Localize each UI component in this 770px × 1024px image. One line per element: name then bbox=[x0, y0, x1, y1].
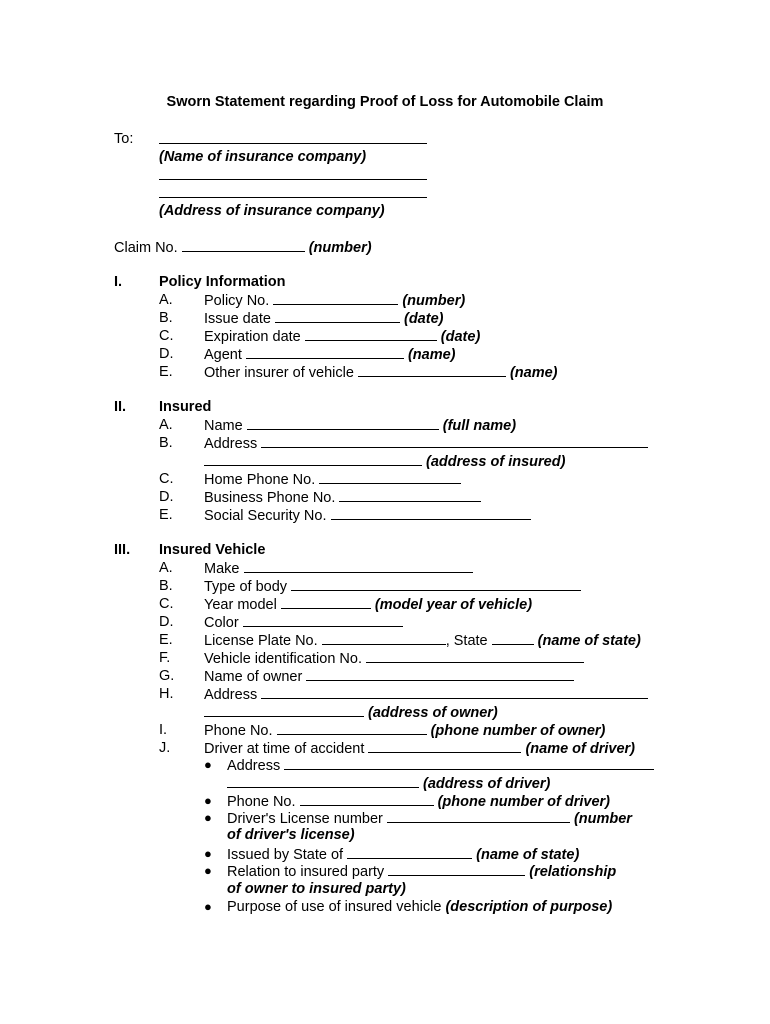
item-label: Vehicle identification No. bbox=[204, 651, 362, 667]
relation-line[interactable] bbox=[388, 862, 525, 876]
item-hint: (name of driver) bbox=[525, 741, 636, 757]
bullet-icon: ● bbox=[204, 899, 212, 914]
business-phone-line[interactable] bbox=[339, 488, 481, 502]
item-hint: (address of owner) bbox=[368, 705, 498, 721]
item-label: Policy No. bbox=[204, 293, 270, 309]
item-letter: E. bbox=[159, 632, 173, 648]
driver-license-row bbox=[227, 809, 632, 827]
item-letter: C. bbox=[159, 328, 174, 344]
item-letter: E. bbox=[159, 507, 173, 523]
bullet-icon: ● bbox=[204, 846, 212, 861]
expiration-date-row bbox=[204, 327, 480, 345]
item-hint: (description of purpose) bbox=[445, 899, 613, 915]
claim-number-line[interactable] bbox=[182, 238, 305, 252]
other-insurer-line[interactable] bbox=[358, 363, 506, 377]
item-hint: (address of insured) bbox=[426, 454, 566, 470]
item-label: Agent bbox=[204, 347, 242, 363]
owner-address-row bbox=[204, 685, 648, 703]
insured-address-line-1[interactable] bbox=[261, 434, 648, 448]
item-letter: C. bbox=[159, 596, 174, 612]
issued-state-row bbox=[227, 845, 579, 863]
item-label: , State bbox=[445, 633, 488, 649]
owner-name-row bbox=[204, 667, 574, 685]
owner-address-line-2[interactable] bbox=[204, 703, 364, 717]
claim-number-label: Claim No. bbox=[114, 240, 178, 256]
make-row bbox=[204, 559, 473, 577]
item-label: Issue date bbox=[204, 311, 271, 327]
owner-phone-line[interactable] bbox=[277, 721, 427, 735]
item-label: Color bbox=[204, 615, 239, 631]
bullet-icon: ● bbox=[204, 810, 212, 825]
item-hint: (phone number of driver) bbox=[437, 794, 610, 810]
item-hint: (number) bbox=[402, 293, 466, 309]
item-letter: B. bbox=[159, 310, 173, 326]
item-label: Relation to insured party bbox=[227, 864, 385, 880]
driver-phone-row bbox=[227, 792, 610, 810]
item-label: Expiration date bbox=[204, 329, 301, 345]
section-3-title: Insured Vehicle bbox=[159, 542, 266, 558]
document-title: Sworn Statement regarding Proof of Loss for Automobile Claim bbox=[166, 94, 604, 110]
item-label: Address bbox=[204, 687, 258, 703]
agent-row bbox=[204, 345, 456, 363]
vin-row bbox=[204, 649, 584, 667]
to-label: To: bbox=[114, 131, 134, 147]
driver-name-line[interactable] bbox=[368, 739, 521, 753]
driver-license-hint-cont: of driver's license) bbox=[227, 827, 355, 843]
section-1-number: I. bbox=[114, 274, 123, 290]
item-label: Business Phone No. bbox=[204, 490, 336, 506]
section-2-number: II. bbox=[114, 399, 127, 415]
item-hint: (name) bbox=[407, 347, 456, 363]
item-label: Make bbox=[204, 561, 240, 577]
relation-hint-cont: of owner to insured party) bbox=[227, 881, 406, 897]
owner-phone-row bbox=[204, 721, 605, 739]
item-letter: F. bbox=[159, 650, 171, 666]
item-label: License Plate No. bbox=[204, 633, 318, 649]
policy-number-line[interactable] bbox=[273, 291, 398, 305]
owner-address-line-1[interactable] bbox=[261, 685, 648, 699]
business-phone-row bbox=[204, 488, 481, 506]
item-hint: (name of state) bbox=[476, 847, 580, 863]
item-hint: (full name) bbox=[442, 418, 517, 434]
driver-address-row bbox=[227, 756, 654, 774]
insured-address-line-2[interactable] bbox=[204, 452, 422, 466]
item-label: Address bbox=[227, 758, 281, 774]
issued-state-line[interactable] bbox=[347, 845, 472, 859]
insured-name-line[interactable] bbox=[247, 416, 439, 430]
plate-state-line[interactable] bbox=[492, 631, 534, 645]
item-letter: H. bbox=[159, 686, 174, 702]
item-label: Driver at time of accident bbox=[204, 741, 365, 757]
item-letter: A. bbox=[159, 292, 173, 308]
license-plate-row bbox=[204, 631, 641, 649]
item-hint: (relationship bbox=[529, 864, 617, 880]
bullet-icon: ● bbox=[204, 863, 212, 878]
item-letter: B. bbox=[159, 435, 173, 451]
color-line[interactable] bbox=[243, 613, 403, 627]
agent-line[interactable] bbox=[246, 345, 404, 359]
item-letter: A. bbox=[159, 417, 173, 433]
item-letter: D. bbox=[159, 614, 174, 630]
insurer-address-line-1[interactable] bbox=[159, 166, 427, 184]
section-2-title: Insured bbox=[159, 399, 212, 415]
driver-address-line-2[interactable] bbox=[227, 774, 419, 788]
issue-date-line[interactable] bbox=[275, 309, 400, 323]
license-plate-line[interactable] bbox=[322, 631, 446, 645]
claim-number-hint: (number) bbox=[308, 240, 372, 256]
bullet-icon: ● bbox=[204, 793, 212, 808]
year-model-row bbox=[204, 595, 532, 613]
driver-address-line-1[interactable] bbox=[284, 756, 654, 770]
item-label: Social Security No. bbox=[204, 508, 327, 524]
item-label: Purpose of use of insured vehicle bbox=[227, 899, 442, 915]
item-hint: (name of state) bbox=[537, 633, 641, 649]
home-phone-line[interactable] bbox=[319, 470, 461, 484]
driver-address-row-2 bbox=[227, 774, 550, 792]
issue-date-row bbox=[204, 309, 443, 327]
insurer-name-line[interactable] bbox=[159, 130, 427, 148]
insurer-name-hint: (Name of insurance company) bbox=[159, 149, 367, 165]
item-letter: A. bbox=[159, 560, 173, 576]
item-label: Issued by State of bbox=[227, 847, 344, 863]
driver-phone-line[interactable] bbox=[300, 792, 434, 806]
item-hint: (phone number of owner) bbox=[430, 723, 606, 739]
owner-address-row-2 bbox=[204, 703, 498, 721]
item-letter: D. bbox=[159, 346, 174, 362]
ssn-row bbox=[204, 506, 531, 524]
other-insurer-row bbox=[204, 363, 558, 381]
insured-address-row-2 bbox=[204, 452, 565, 470]
section-1-title: Policy Information bbox=[159, 274, 286, 290]
item-letter: I. bbox=[159, 722, 168, 738]
insured-address-row bbox=[204, 434, 648, 452]
insurer-address-line-2[interactable] bbox=[159, 184, 427, 202]
item-letter: G. bbox=[159, 668, 175, 684]
item-label: Name bbox=[204, 418, 243, 434]
section-3-number: III. bbox=[114, 542, 131, 558]
expiration-date-line[interactable] bbox=[305, 327, 437, 341]
body-type-line[interactable] bbox=[291, 577, 581, 591]
item-hint: (model year of vehicle) bbox=[374, 597, 533, 613]
home-phone-row bbox=[204, 470, 461, 488]
driver-license-line[interactable] bbox=[387, 809, 570, 823]
ssn-line[interactable] bbox=[331, 506, 531, 520]
item-hint: (date) bbox=[403, 311, 444, 327]
item-letter: E. bbox=[159, 364, 173, 380]
item-letter: C. bbox=[159, 471, 174, 487]
item-letter: B. bbox=[159, 578, 173, 594]
bullet-icon: ● bbox=[204, 757, 212, 772]
insurer-address-hint: (Address of insurance company) bbox=[159, 203, 385, 219]
year-model-line[interactable] bbox=[281, 595, 371, 609]
item-hint: (number bbox=[573, 811, 632, 827]
item-label: Driver's License number bbox=[227, 811, 383, 827]
item-letter: D. bbox=[159, 489, 174, 505]
item-hint: (name) bbox=[509, 365, 558, 381]
item-label: Home Phone No. bbox=[204, 472, 316, 488]
vin-line[interactable] bbox=[366, 649, 584, 663]
policy-number-row bbox=[204, 291, 465, 309]
item-label: Other insurer of vehicle bbox=[204, 365, 354, 381]
claim-number-row bbox=[114, 238, 372, 256]
insured-name-row bbox=[204, 416, 516, 434]
item-letter: J. bbox=[159, 740, 171, 756]
color-row bbox=[204, 613, 403, 631]
relation-row bbox=[227, 862, 616, 880]
make-line[interactable] bbox=[244, 559, 473, 573]
body-type-row bbox=[204, 577, 581, 595]
item-label: Phone No. bbox=[204, 723, 273, 739]
item-hint: (date) bbox=[440, 329, 481, 345]
item-label: Year model bbox=[204, 597, 277, 613]
item-label: Address bbox=[204, 436, 258, 452]
item-label: Phone No. bbox=[227, 794, 296, 810]
owner-name-line[interactable] bbox=[306, 667, 574, 681]
item-hint: (address of driver) bbox=[423, 776, 551, 792]
driver-row bbox=[204, 739, 635, 757]
item-label: Type of body bbox=[204, 579, 288, 595]
item-label: Name of owner bbox=[204, 669, 303, 685]
purpose-row bbox=[227, 898, 612, 916]
